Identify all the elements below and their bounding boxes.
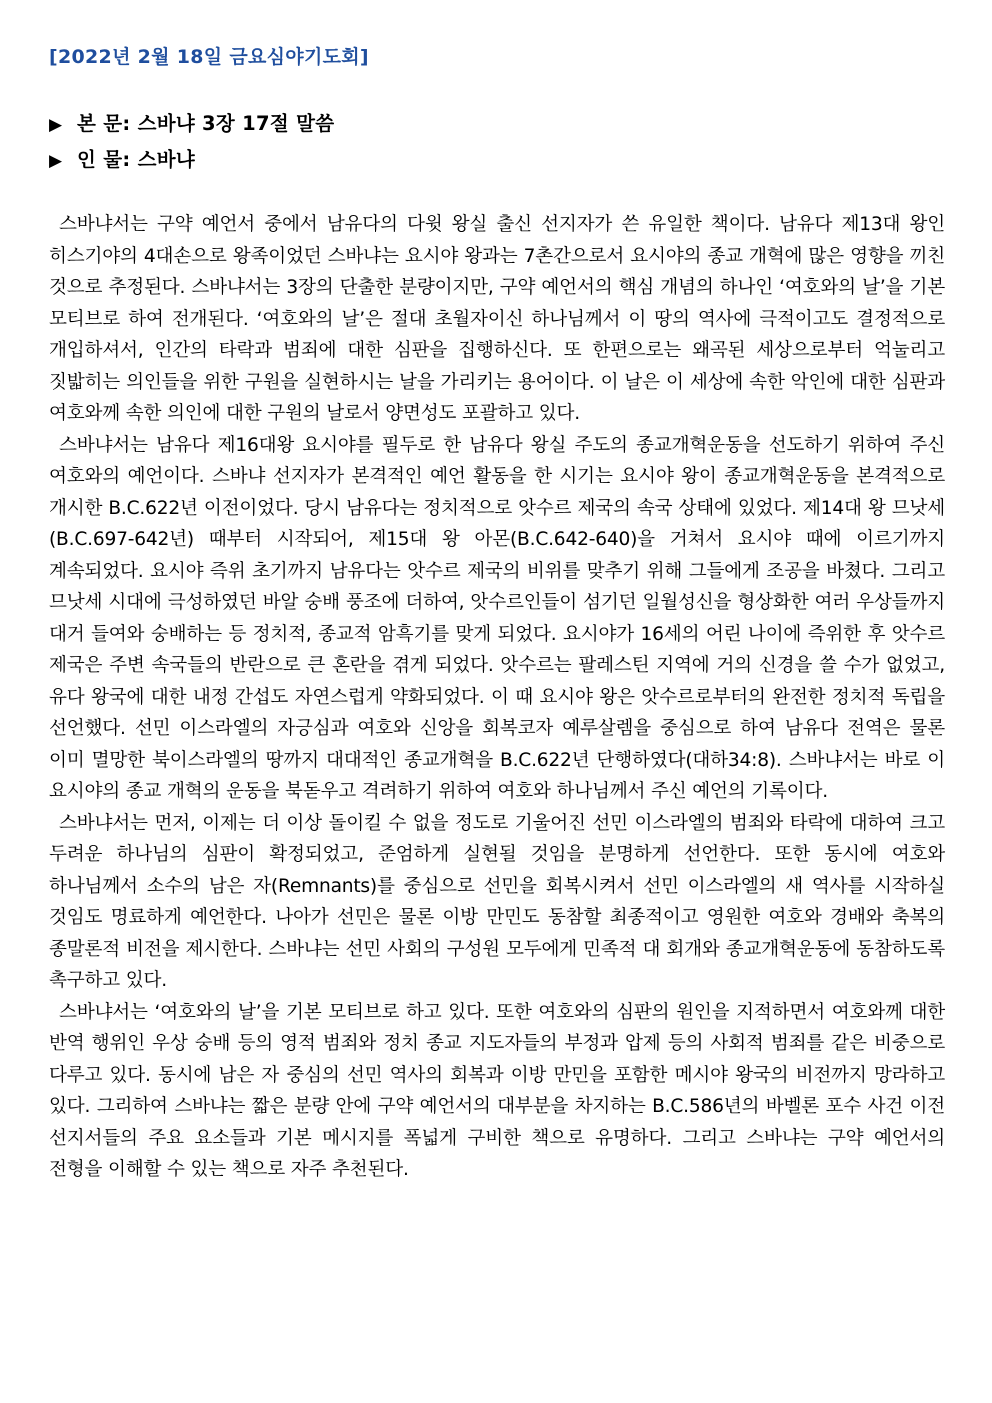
person-line [49, 144, 195, 172]
page-title: [2022년 2월 18일 금요심야기도회] [49, 46, 369, 68]
paragraph: 스바냐서는 ‘여호와의 날’을 기본 모티브로 하고 있다. 또한 여호와의 심판의 원인을 지적하면서 여호와께 대한 반역 행위인 우상 숭배 등의 영적 범죄와 정치 종교 지도자들의 부정과 압제 등의 사회적 범죄를 같은 비중으로 다루고 있다. 동시에 남은 자 중심의 선민 역사의 회복과 이방 만민을 포함한 메시야 왕국의 비전까지 망라하고 있다. 그리하여 스바냐는 짧은 분량 안에 구약 예언서의 대부분을 차지하는 B.C.586년의 바벨론 포수 사건 이전 선지서들의 주요 요소들과 기본 메시지를 폭넓게 구비한 책으로 유명하다. 그리고 스바냐는 구약 예언서의 전형을 이해할 수 있는 책으로 자주 추천된다. [49, 1001, 945, 1180]
paragraph: 스바냐서는 구약 예언서 중에서 남유다의 다윗 왕실 출신 선지자가 쓴 유일한 책이다. 남유다 제13대 왕인 히스기야의 4대손으로 왕족이었던 스바냐는 요시야 왕과는 7촌간으로서 요시야의 종교 개혁에 많은 영향을 끼친 것으로 추정된다. 스바냐서는 3장의 단출한 분량이지만, 구약 예언서의 핵심 개념의 하나인 ‘여호와의 날’을 기본 모티브로 하여 전개된다. ‘여호와의 날’은 절대 초월자이신 하나님께서 이 땅의 역사에 극적이고도 결정적으로 개입하셔서, 인간의 타락과 범죄에 대한 심판을 집행하신다. 또 한편으로는 왜곡된 세상으로부터 억눌리고 짓밟히는 의인들을 위한 구원을 실현하시는 날을 가리키는 용어이다. 이 날은 이 세상에 속한 악인에 대한 심판과 여호와께 속한 의인에 대한 구원의 날로서 양면성도 포괄하고 있다. [49, 214, 945, 424]
paragraph: 스바냐서는 남유다 제16대왕 요시야를 필두로 한 남유다 왕실 주도의 종교개혁운동을 선도하기 위하여 주신 여호와의 예언이다. 스바냐 선지자가 본격적인 예언 활동을 한 시기는 요시야 왕이 종교개혁운동을 본격적으로 개시한 B.C.622년 이전이었다. 당시 남유다는 정치적으로 앗수르 제국의 속국 상태에 있었다. 제14대 왕 므낫세(B.C.697-642년) 때부터 시작되어, 제15대 왕 아몬(B.C.642-640)을 거쳐서 요시야 때에 이르기까지 계속되었다. 요시야 즉위 초기까지 남유다는 앗수르 제국의 비위를 맞추기 위해 그들에게 조공을 바쳤다. 그리고 므낫세 시대에 극성하였던 바알 숭배 풍조에 더하여, 앗수르인들이 섬기던 일월성신을 형상화한 여러 우상들까지 대거 들여와 숭배하는 등 정치적, 종교적 암흑기를 맞게 되었다. 요시야가 16세의 어린 나이에 즉위한 후 앗수르 제국은 주변 속국들의 반란으로 큰 혼란을 겪게 되었다. 앗수르는 팔레스틴 지역에 거의 신경을 쓸 수가 없었고, 유다 왕국에 대한 내정 간섭도 자연스럽게 약화되었다. 이 때 요시야 왕은 앗수르로부터의 완전한 정치적 독립을 선언했다. 선민 이스라엘의 자긍심과 여호와 신앙을 회복코자 예루살렘을 중심으로 하여 남유다 전역은 물론 이미 멸망한 북이스라엘의 땅까지 대대적인 종교개혁을 B.C.622년 단행하였다(대하34:8). 스바냐서는 바로 이 요시야의 종교 개혁의 운동을 북돋우고 격려하기 위하여 여호와 하나님께서 주신 예언의 기록이다. [49, 434, 945, 802]
arrow-icon: ▶ [49, 115, 63, 135]
person-label: 인 물: [77, 148, 131, 171]
arrow-icon: ▶ [49, 151, 63, 171]
person-value: 스바냐 [137, 148, 195, 171]
scripture-label: 본 문: [77, 112, 131, 135]
scripture-line [49, 108, 334, 136]
scripture-value: 스바냐 3장 17절 말씀 [137, 112, 335, 135]
body-text [49, 209, 945, 1186]
paragraph: 스바냐서는 먼저, 이제는 더 이상 돌이킬 수 없을 정도로 기울어진 선민 이스라엘의 범죄와 타락에 대하여 크고 두려운 하나님의 심판이 확정되었고, 준엄하게 실현될 것임을 분명하게 선언한다. 또한 동시에 여호와 하나님께서 소수의 남은 자(Remnants)를 중심으로 선민을 회복시켜서 선민 이스라엘의 새 역사를 시작하실 것임도 명료하게 예언한다. 나아가 선민은 물론 이방 만민도 동참할 최종적이고 영원한 여호와 경배와 축복의 종말론적 비전을 제시한다. 스바냐는 선민 사회의 구성원 모두에게 민족적 대 회개와 종교개혁운동에 동참하도록 촉구하고 있다. [49, 812, 945, 991]
